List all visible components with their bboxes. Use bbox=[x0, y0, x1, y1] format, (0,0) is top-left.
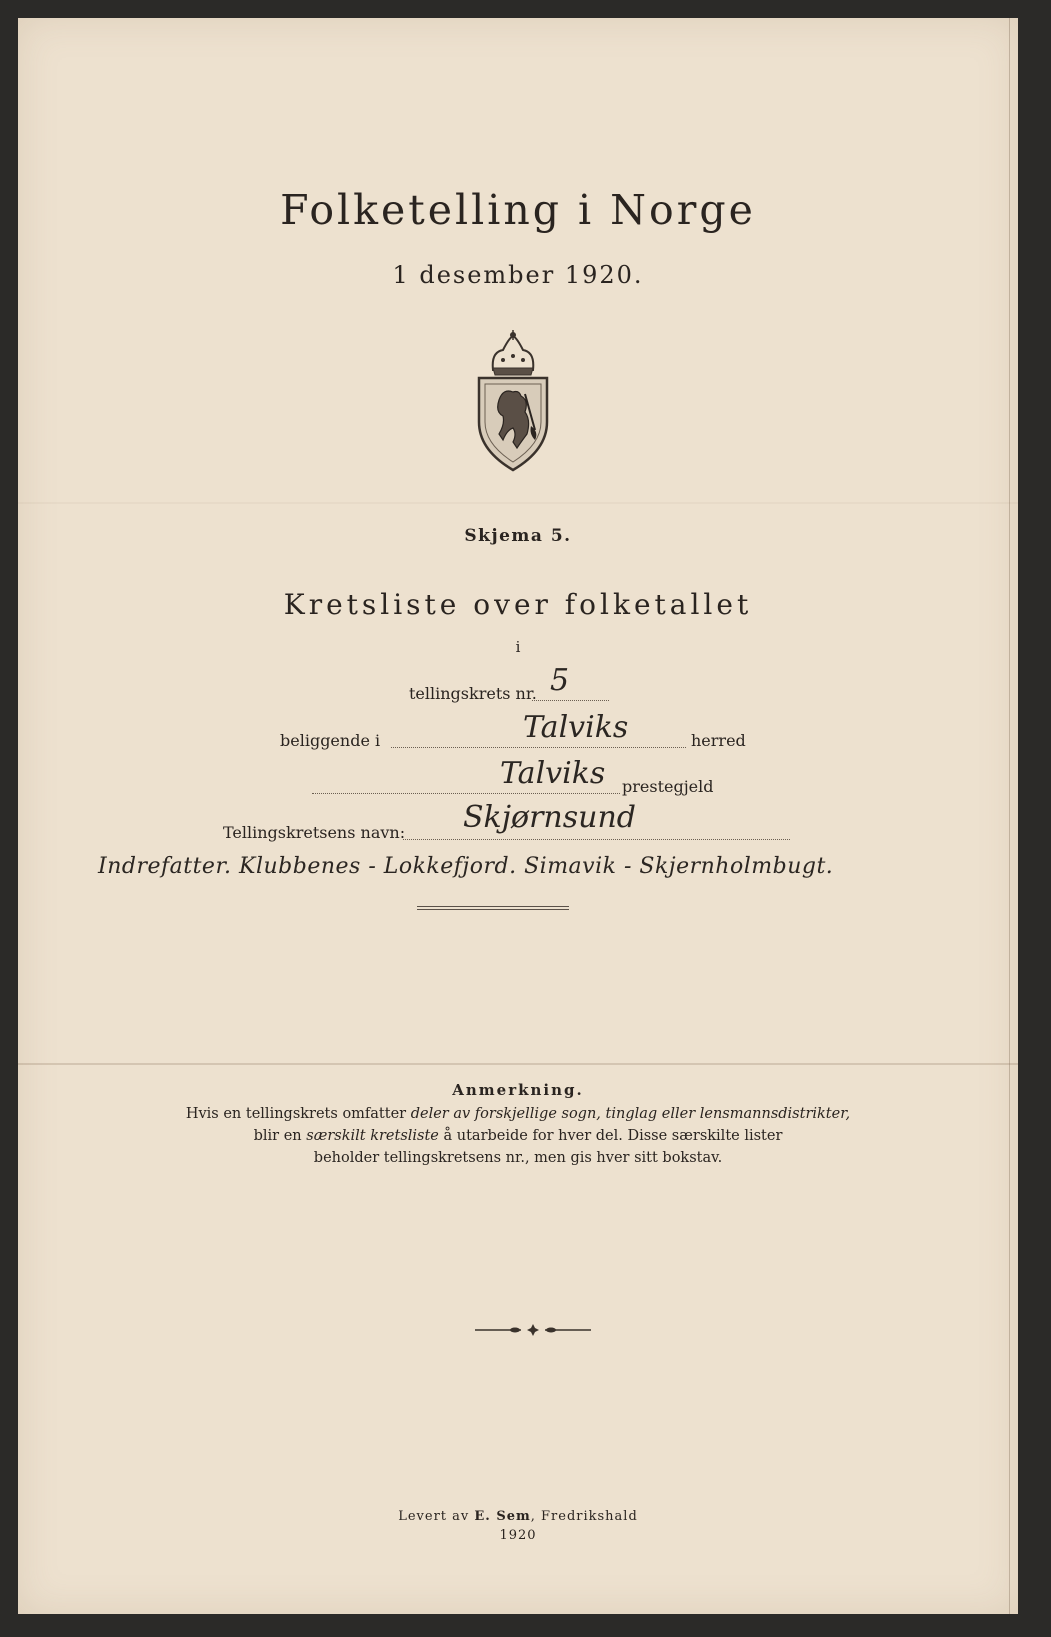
note-line-1-italic: deler av forskjellige sogn, tinglag eller lensmannsdistrikter, bbox=[410, 1106, 851, 1122]
census-date: 1 desember 1920. bbox=[392, 261, 644, 289]
district-number-value: 5 bbox=[550, 663, 570, 698]
note-line-2-text-b: å utarbeide for hver del. Disse særskilte lister bbox=[438, 1128, 783, 1144]
district-name-value: Skjørnsund bbox=[463, 800, 636, 835]
form-heading: Kretsliste over folketallet bbox=[283, 588, 753, 621]
printer-credit bbox=[18, 1509, 1018, 1524]
preposition-i: i bbox=[515, 638, 521, 656]
note-line-2-italic: særskilt kretsliste bbox=[306, 1128, 439, 1144]
herred-label: herred bbox=[691, 731, 746, 750]
printer-name: E. Sem bbox=[474, 1509, 531, 1524]
note-line-3: beholder tellingskretsens nr., men gis hver sitt bokstav. bbox=[313, 1150, 723, 1166]
parish-label: prestegjeld bbox=[622, 777, 714, 796]
located-in-label: beliggende i bbox=[280, 731, 381, 750]
municipality-line bbox=[391, 747, 686, 748]
printer-suffix: , Fredrikshald bbox=[530, 1509, 638, 1524]
divider-top bbox=[417, 906, 569, 907]
note-line-2 bbox=[18, 1128, 1018, 1144]
ornament-divider-icon bbox=[473, 1324, 593, 1336]
district-name-label: Tellingskretsens navn: bbox=[223, 823, 406, 842]
note-title: Anmerkning. bbox=[452, 1081, 584, 1099]
district-number-line bbox=[532, 700, 609, 701]
census-form-page bbox=[18, 18, 1018, 1614]
form-title: Folketelling i Norge bbox=[280, 186, 756, 234]
municipality-value: Talviks bbox=[523, 710, 629, 745]
printer-prefix: Levert av bbox=[398, 1509, 475, 1524]
parish-value: Talviks bbox=[500, 756, 606, 791]
district-number-label: tellingskrets nr. bbox=[409, 684, 537, 703]
parish-line bbox=[312, 793, 620, 794]
divider-bottom bbox=[417, 909, 569, 910]
note-line-2-text-a: blir en bbox=[253, 1128, 307, 1144]
print-year: 1920 bbox=[499, 1528, 537, 1543]
district-places-value: Indrefatter. Klubbenes - Lokkefjord. Simavik - Skjernholmbugt. bbox=[98, 854, 834, 879]
district-name-line bbox=[403, 839, 790, 840]
schema-label: Skjema 5. bbox=[464, 526, 572, 546]
note-line-1 bbox=[18, 1106, 1018, 1122]
norway-coat-of-arms-icon bbox=[473, 330, 553, 472]
note-line-1-text: Hvis en tellingskrets omfatter bbox=[185, 1106, 411, 1122]
